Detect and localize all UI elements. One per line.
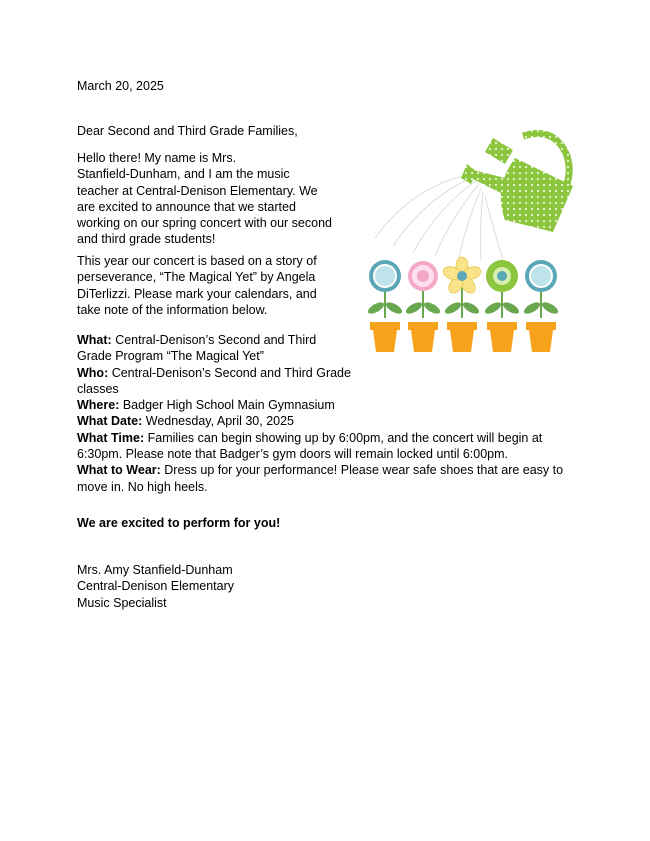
- concert-paragraph: [77, 253, 347, 318]
- letter-date: March 20, 2025: [77, 79, 164, 93]
- detail-who: [77, 365, 352, 398]
- text-line: are excited to announce that we started: [77, 199, 296, 214]
- detail-value: Badger High School Main Gymnasium: [119, 398, 335, 413]
- watering-can: [461, 134, 573, 233]
- detail-label: Who:: [77, 365, 109, 380]
- detail-date: [77, 413, 577, 429]
- detail-what: [77, 332, 352, 365]
- text-line: Stanfield-Dunham, and I am the music: [77, 167, 290, 182]
- detail-label: What Date:: [77, 414, 143, 429]
- watering-can-flowers-icon: [355, 128, 585, 358]
- text-line: working on our spring concert with our second: [77, 216, 332, 231]
- text-line: DiTerlizzi. Please mark your calendars, and: [77, 286, 317, 301]
- text-line: and third grade students!: [77, 232, 216, 247]
- closing-line: We are excited to perform for you!: [77, 516, 281, 530]
- text-line: take note of the information below.: [77, 302, 268, 317]
- detail-label: What Time:: [77, 430, 145, 445]
- detail-label: What to Wear:: [77, 463, 161, 478]
- detail-time: [77, 430, 577, 463]
- text-line: teacher at Central-Denison Elementary. We: [77, 183, 318, 198]
- water-streams: [375, 174, 503, 260]
- signature-block: [77, 562, 234, 611]
- detail-value: Families can begin showing up by 6:00pm, and the concert will begin at 6:30pm. Please note that Badger’s gym doors will remain locked until 6:00pm.: [77, 430, 543, 462]
- letter-greeting: Dear Second and Third Grade Families,: [77, 124, 298, 138]
- intro-paragraph: [77, 150, 347, 248]
- text-line: perseverance, “The Magical Yet” by Angela: [77, 270, 316, 285]
- text-line: This year our concert is based on a story of: [77, 254, 317, 268]
- detail-label: Where:: [77, 398, 120, 413]
- detail-value: Wednesday, April 30, 2025: [142, 414, 295, 429]
- signature-name: Mrs. Amy Stanfield-Dunham: [77, 563, 233, 577]
- flower-pots: [366, 257, 560, 352]
- detail-wear: [77, 462, 577, 495]
- text-line: Hello there! My name is Mrs.: [77, 151, 237, 165]
- detail-label: What:: [77, 333, 112, 347]
- signature-title: Music Specialist: [77, 595, 167, 610]
- detail-where: [77, 397, 577, 413]
- detail-value: Central-Denison’s Second and Third Grade classes: [77, 365, 351, 396]
- detail-value: Central-Denison’s Second and Third Grade Program “The Magical Yet”: [77, 333, 317, 364]
- signature-school: Central-Denison Elementary: [77, 579, 235, 594]
- detail-value: Dress up for your performance! Please wear safe shoes that are easy to move in. No high heels.: [77, 463, 564, 494]
